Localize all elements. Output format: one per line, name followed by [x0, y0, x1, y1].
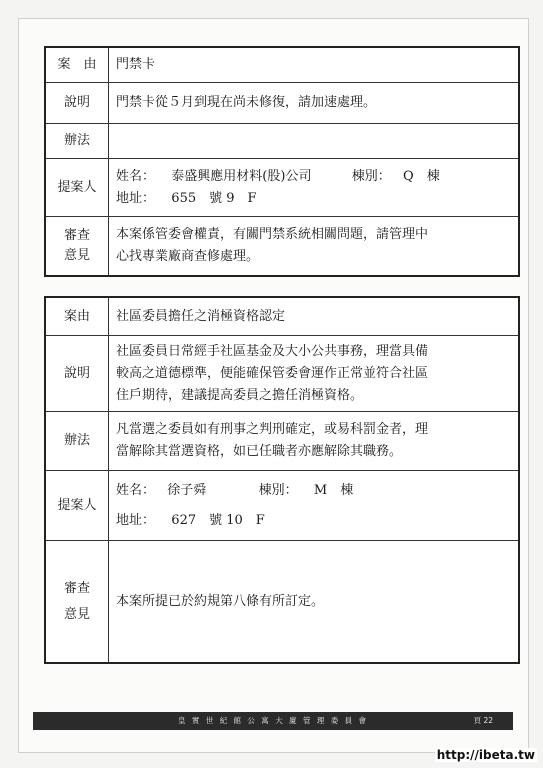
name-label: 姓名： [116, 168, 156, 184]
address-label: 地址： [116, 512, 156, 528]
proposal-table-2 [44, 296, 520, 664]
method-label: 辦法 [46, 124, 109, 158]
address-value: 655 號 9 F [171, 190, 257, 206]
review-row [46, 541, 518, 662]
review-label-1: 審查 [63, 580, 90, 596]
address-value: 627 號 10 F [171, 512, 265, 528]
subject-label: 案 由 [46, 48, 109, 82]
review-line-2: 心找專業廠商查修處理。 [116, 249, 260, 264]
method-label: 辦法 [46, 412, 109, 470]
address-label: 地址： [116, 190, 156, 206]
review-label-1: 審查 [63, 228, 90, 243]
explanation-row [46, 336, 518, 412]
review-label-2: 意見 [63, 248, 90, 263]
review-row [46, 217, 518, 275]
explanation-row [46, 83, 518, 124]
building-value: Q 棟 [403, 168, 440, 184]
subject-row [46, 48, 518, 83]
footer-title: 皇 實 世 紀 館 公 寓 大 廈 管 理 委 員 會 [178, 716, 368, 725]
name-value: 泰盛興應用材料(股)公司 [171, 168, 312, 184]
proposer-label: 提案人 [46, 159, 109, 216]
name-line [116, 166, 512, 188]
building-label: 棟別： [258, 482, 298, 498]
watermark-text: http://ibeta.tw [436, 748, 535, 762]
building-label: 棟別： [351, 168, 391, 184]
explanation-value: 門禁卡從５月到現在尚未修復，請加速處理。 [116, 95, 377, 110]
proposal-table-1 [44, 46, 520, 277]
page-number: 頁 22 [473, 716, 493, 725]
address-line [116, 188, 512, 210]
proposer-label: 提案人 [46, 471, 109, 540]
method-row [46, 412, 518, 471]
explanation-label: 說明 [46, 336, 109, 411]
method-row [46, 124, 518, 159]
review-label-2: 意見 [63, 606, 90, 622]
review-value: 本案所提已於約規第八條有所訂定。 [116, 593, 325, 609]
method-line-1: 凡當選之委員如有刑事之判刑確定，或易科罰金者，理 [116, 422, 429, 437]
method-line-2: 當解除其當選資格，如已任職者亦應解除其職務。 [116, 444, 403, 459]
subject-value: 社區委員擔任之消極資格認定 [116, 308, 286, 324]
review-line-1: 本案係管委會權責，有關門禁系統相關問題，請管理中 [116, 227, 429, 242]
subject-row [46, 298, 518, 336]
proposer-row [46, 159, 518, 217]
explanation-label: 說明 [46, 83, 109, 123]
proposer-row [46, 471, 518, 541]
subject-value: 門禁卡 [116, 57, 156, 72]
explanation-line-1: 社區委員日常經手社區基金及大小公共事務，理當具備 [116, 343, 429, 359]
building-value: M 棟 [313, 482, 354, 498]
footer-bar [33, 712, 513, 730]
name-line [116, 476, 512, 506]
subject-label: 案由 [46, 298, 109, 335]
name-label: 姓名： [116, 482, 156, 498]
explanation-line-3: 住戶期待，建議提高委員之擔任消極資格。 [116, 387, 364, 403]
name-value: 徐子舜 [167, 482, 207, 498]
address-line [116, 506, 512, 536]
explanation-line-2: 較高之道德標準，便能確保管委會運作正常並符合社區 [116, 365, 429, 381]
